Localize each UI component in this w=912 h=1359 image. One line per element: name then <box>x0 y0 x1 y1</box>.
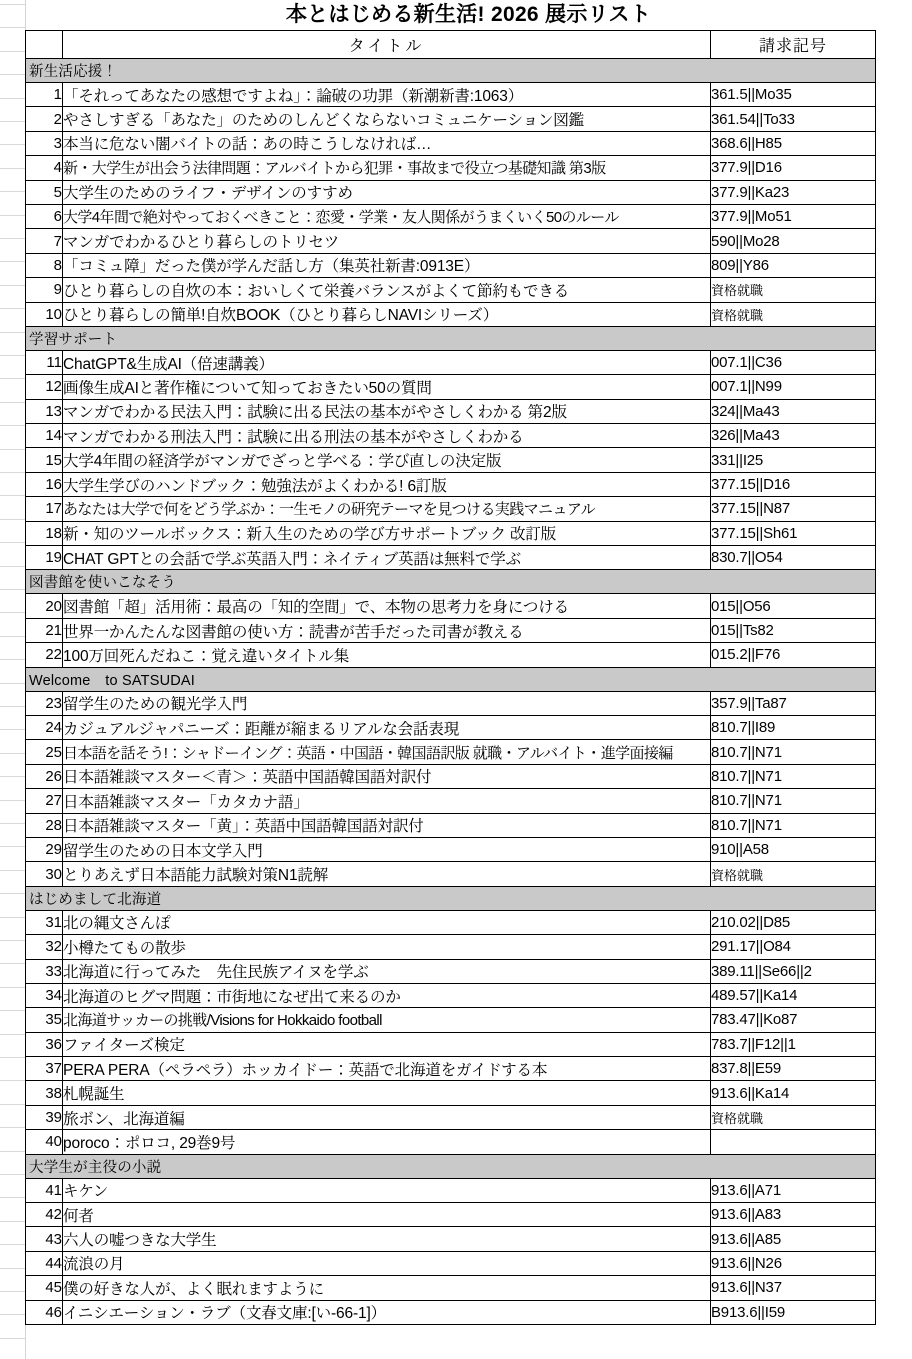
row-number: 36 <box>26 1032 63 1056</box>
row-number: 9 <box>26 278 63 302</box>
row-number: 46 <box>26 1300 63 1324</box>
table-row <box>26 375 876 399</box>
row-number: 15 <box>26 448 63 472</box>
call-number: 324||Ma43 <box>711 399 876 423</box>
row-number: 38 <box>26 1081 63 1105</box>
call-number: 資格就職 <box>711 862 876 886</box>
book-title: 大学4年間で絶対やっておくべきこと：恋愛・学業・友人関係がうまくいく50のルール <box>63 204 711 228</box>
table-row <box>26 107 876 131</box>
table-row <box>26 1008 876 1032</box>
book-title: 100万回死んだねこ：覚え違いタイトル集 <box>63 643 711 667</box>
row-number: 14 <box>26 424 63 448</box>
call-number: 015.2||F76 <box>711 643 876 667</box>
table-row <box>26 302 876 326</box>
row-number: 12 <box>26 375 63 399</box>
row-number: 40 <box>26 1130 63 1154</box>
column-header-call-number: 請求記号 <box>711 31 876 59</box>
call-number <box>711 1130 876 1154</box>
row-number: 17 <box>26 497 63 521</box>
call-number: 377.9||Ka23 <box>711 180 876 204</box>
book-title: 北海道サッカーの挑戦/Visions for Hokkaido football <box>63 1008 711 1032</box>
table-row <box>26 1105 876 1129</box>
table-row <box>26 1032 876 1056</box>
row-number: 2 <box>26 107 63 131</box>
table-header-row <box>26 31 876 59</box>
row-number: 31 <box>26 910 63 934</box>
row-number: 39 <box>26 1105 63 1129</box>
call-number: 007.1||N99 <box>711 375 876 399</box>
book-title: キケン <box>63 1178 711 1202</box>
call-number: 361.5||Mo35 <box>711 83 876 107</box>
table-row <box>26 448 876 472</box>
booklist-table <box>25 30 876 1325</box>
table-row <box>26 497 876 521</box>
book-title: 画像生成AIと著作権について知っておきたい50の質問 <box>63 375 711 399</box>
call-number: 377.15||D16 <box>711 472 876 496</box>
row-number: 33 <box>26 959 63 983</box>
table-row <box>26 862 876 886</box>
book-title: poroco：ポロコ, 29巻9号 <box>63 1130 711 1154</box>
table-row <box>26 1227 876 1251</box>
section-header-row <box>26 570 876 594</box>
call-number: 資格就職 <box>711 302 876 326</box>
book-title: 「それってあなたの感想ですよね」：論破の功罪（新潮新書:1063） <box>63 83 711 107</box>
call-number: 361.54||To33 <box>711 107 876 131</box>
row-number: 32 <box>26 935 63 959</box>
book-title: 大学生学びのハンドブック：勉強法がよくわかる! 6訂版 <box>63 472 711 496</box>
book-title: 新・知のツールボックス：新入生のための学び方サポートブック 改訂版 <box>63 521 711 545</box>
book-title: 日本語を話そう!：シャドーイング：英語・中国語・韓国語訳版 就職・アルバイト・進学面接編 <box>63 740 711 764</box>
table-row <box>26 643 876 667</box>
table-row <box>26 789 876 813</box>
table-row <box>26 204 876 228</box>
table-row <box>26 156 876 180</box>
book-title: 新・大学生が出会う法律問題：アルバイトから犯罪・事故まで役立つ基礎知識 第3版 <box>63 156 711 180</box>
table-row <box>26 472 876 496</box>
row-number: 28 <box>26 813 63 837</box>
call-number: 590||Mo28 <box>711 229 876 253</box>
call-number: 810.7||N71 <box>711 740 876 764</box>
call-number: 377.15||Sh61 <box>711 521 876 545</box>
table-row <box>26 910 876 934</box>
call-number: 資格就職 <box>711 278 876 302</box>
call-number: 830.7||O54 <box>711 546 876 570</box>
section-heading: Welcome to SATSUDAI <box>26 667 876 691</box>
row-number: 16 <box>26 472 63 496</box>
table-body <box>26 59 876 1325</box>
row-number: 42 <box>26 1203 63 1227</box>
row-number: 24 <box>26 715 63 739</box>
book-title: ChatGPT&生成AI（倍速講義） <box>63 350 711 374</box>
section-heading: 大学生が主役の小説 <box>26 1154 876 1178</box>
row-number: 19 <box>26 546 63 570</box>
row-number: 1 <box>26 83 63 107</box>
call-number: B913.6||I59 <box>711 1300 876 1324</box>
book-title: 日本語雑談マスター「カタカナ語」 <box>63 789 711 813</box>
call-number: 377.9||D16 <box>711 156 876 180</box>
call-number: 291.17||O84 <box>711 935 876 959</box>
book-title: 僕の好きな人が、よく眠れますように <box>63 1276 711 1300</box>
call-number: 489.57||Ka14 <box>711 983 876 1007</box>
table-row <box>26 253 876 277</box>
book-title: 大学生のためのライフ・デザインのすすめ <box>63 180 711 204</box>
column-header-title: タイトル <box>63 31 711 59</box>
column-header-number <box>26 31 63 59</box>
row-number: 44 <box>26 1251 63 1275</box>
table-row <box>26 83 876 107</box>
table-row <box>26 1251 876 1275</box>
book-title: 留学生のための日本文学入門 <box>63 837 711 861</box>
row-number: 8 <box>26 253 63 277</box>
call-number: 913.6||N37 <box>711 1276 876 1300</box>
call-number: 326||Ma43 <box>711 424 876 448</box>
row-number: 23 <box>26 691 63 715</box>
call-number: 357.9||Ta87 <box>711 691 876 715</box>
call-number: 389.11||Se66||2 <box>711 959 876 983</box>
table-row <box>26 1276 876 1300</box>
table-row <box>26 740 876 764</box>
book-title: 北海道に行ってみた 先住民族アイヌを学ぶ <box>63 959 711 983</box>
table-row <box>26 1178 876 1202</box>
call-number: 913.6||Ka14 <box>711 1081 876 1105</box>
call-number: 368.6||H85 <box>711 131 876 155</box>
call-number: 377.15||N87 <box>711 497 876 521</box>
table-row <box>26 1130 876 1154</box>
section-header-row <box>26 886 876 910</box>
row-number: 10 <box>26 302 63 326</box>
row-number: 26 <box>26 764 63 788</box>
table-row <box>26 594 876 618</box>
table-row <box>26 691 876 715</box>
book-title: 北海道のヒグマ問題：市街地になぜ出て来るのか <box>63 983 711 1007</box>
row-number: 4 <box>26 156 63 180</box>
table-row <box>26 1057 876 1081</box>
section-heading: 図書館を使いこなそう <box>26 570 876 594</box>
book-title: とりあえず日本語能力試験対策N1読解 <box>63 862 711 886</box>
table-row <box>26 1300 876 1324</box>
book-title: マンガでわかる刑法入門：試験に出る刑法の基本がやさしくわかる <box>63 424 711 448</box>
call-number: 810.7||N71 <box>711 764 876 788</box>
table-row <box>26 424 876 448</box>
book-title: 北の縄文さんぽ <box>63 910 711 934</box>
book-title: マンガでわかる民法入門：試験に出る民法の基本がやさしくわかる 第2版 <box>63 399 711 423</box>
page-title: 本とはじめる新生活! 2026 展示リスト <box>285 3 652 26</box>
book-title: ひとり暮らしの自炊の本：おいしくて栄養バランスがよくて節約もできる <box>63 278 711 302</box>
call-number: 837.8||E59 <box>711 1057 876 1081</box>
row-number: 7 <box>26 229 63 253</box>
book-title: 小樽たてもの散歩 <box>63 935 711 959</box>
table-row <box>26 180 876 204</box>
table-row <box>26 1203 876 1227</box>
section-header-row <box>26 59 876 83</box>
book-title: 世界一かんたんな図書館の使い方：読書が苦手だった司書が教える <box>63 618 711 642</box>
book-title: 大学4年間の経済学がマンガでざっと学べる：学び直しの決定版 <box>63 448 711 472</box>
book-title: あなたは大学で何をどう学ぶか：一生モノの研究テーマを見つける実践マニュアル <box>63 497 711 521</box>
table-row <box>26 837 876 861</box>
row-number: 35 <box>26 1008 63 1032</box>
book-title: ファイターズ検定 <box>63 1032 711 1056</box>
call-number: 210.02||D85 <box>711 910 876 934</box>
call-number: 913.6||N26 <box>711 1251 876 1275</box>
table-row <box>26 1081 876 1105</box>
book-title: CHAT GPTとの会話で学ぶ英語入門：ネイティブ英語は無料で学ぶ <box>63 546 711 570</box>
table-row <box>26 764 876 788</box>
book-title: 流浪の月 <box>63 1251 711 1275</box>
table-head <box>26 31 876 59</box>
call-number: 331||I25 <box>711 448 876 472</box>
book-title: 図書館「超」活用術：最高の「知的空間」で、本物の思考力を身につける <box>63 594 711 618</box>
table-row <box>26 935 876 959</box>
call-number: 783.7||F12||1 <box>711 1032 876 1056</box>
booklist-container <box>0 30 912 1325</box>
call-number: 資格就職 <box>711 1105 876 1129</box>
book-title: マンガでわかるひとり暮らしのトリセツ <box>63 229 711 253</box>
book-title: 本当に危ない闇バイトの話：あの時こうしなければ… <box>63 131 711 155</box>
book-title: ひとり暮らしの簡単!自炊BOOK（ひとり暮らしNAVIシリーズ） <box>63 302 711 326</box>
table-row <box>26 399 876 423</box>
call-number: 913.6||A85 <box>711 1227 876 1251</box>
call-number: 913.6||A83 <box>711 1203 876 1227</box>
call-number: 809||Y86 <box>711 253 876 277</box>
book-title: PERA PERA（ペラペラ）ホッカイドー：英語で北海道をガイドする本 <box>63 1057 711 1081</box>
call-number: 377.9||Mo51 <box>711 204 876 228</box>
table-row <box>26 131 876 155</box>
section-header-row <box>26 667 876 691</box>
book-title: イニシエーション・ラブ（文春文庫:[い-66-1]） <box>63 1300 711 1324</box>
row-number: 6 <box>26 204 63 228</box>
section-heading: 学習サポート <box>26 326 876 350</box>
book-title: 日本語雑談マスター＜青＞：英語中国語韓国語対訳付 <box>63 764 711 788</box>
call-number: 810.7||N71 <box>711 789 876 813</box>
book-title: 旅ボン、北海道編 <box>63 1105 711 1129</box>
row-number: 30 <box>26 862 63 886</box>
book-title: 札幌誕生 <box>63 1081 711 1105</box>
row-number: 43 <box>26 1227 63 1251</box>
row-number: 3 <box>26 131 63 155</box>
row-number: 21 <box>26 618 63 642</box>
table-row <box>26 350 876 374</box>
section-heading: 新生活応援！ <box>26 59 876 83</box>
call-number: 783.47||Ko87 <box>711 1008 876 1032</box>
table-row <box>26 813 876 837</box>
call-number: 913.6||A71 <box>711 1178 876 1202</box>
table-row <box>26 983 876 1007</box>
row-number: 18 <box>26 521 63 545</box>
table-row <box>26 546 876 570</box>
call-number: 810.7||I89 <box>711 715 876 739</box>
row-number: 11 <box>26 350 63 374</box>
row-number: 37 <box>26 1057 63 1081</box>
section-header-row <box>26 1154 876 1178</box>
table-row <box>26 618 876 642</box>
row-number: 41 <box>26 1178 63 1202</box>
book-title: 六人の嘘つきな大学生 <box>63 1227 711 1251</box>
row-number: 20 <box>26 594 63 618</box>
row-number: 22 <box>26 643 63 667</box>
book-title: カジュアルジャパニーズ：距離が縮まるリアルな会話表現 <box>63 715 711 739</box>
call-number: 910||A58 <box>711 837 876 861</box>
row-number: 27 <box>26 789 63 813</box>
book-title: 「コミュ障」だった僕が学んだ話し方（集英社新書:0913E） <box>63 253 711 277</box>
row-number: 34 <box>26 983 63 1007</box>
call-number: 015||Ts82 <box>711 618 876 642</box>
call-number: 015||O56 <box>711 594 876 618</box>
row-number: 25 <box>26 740 63 764</box>
table-row <box>26 521 876 545</box>
call-number: 810.7||N71 <box>711 813 876 837</box>
row-number: 5 <box>26 180 63 204</box>
book-title: 何者 <box>63 1203 711 1227</box>
section-heading: はじめまして北海道 <box>26 886 876 910</box>
table-row <box>26 959 876 983</box>
row-number: 13 <box>26 399 63 423</box>
call-number: 007.1||C36 <box>711 350 876 374</box>
book-title: やさしすぎる「あなた」のためのしんどくならないコミュニケーション図鑑 <box>63 107 711 131</box>
row-number: 29 <box>26 837 63 861</box>
row-number: 45 <box>26 1276 63 1300</box>
section-header-row <box>26 326 876 350</box>
table-row <box>26 229 876 253</box>
book-title: 留学生のための観光学入門 <box>63 691 711 715</box>
table-row <box>26 278 876 302</box>
table-row <box>26 715 876 739</box>
book-title: 日本語雑談マスター「黄」：英語中国語韓国語対訳付 <box>63 813 711 837</box>
margin-gridline <box>0 1338 25 1339</box>
